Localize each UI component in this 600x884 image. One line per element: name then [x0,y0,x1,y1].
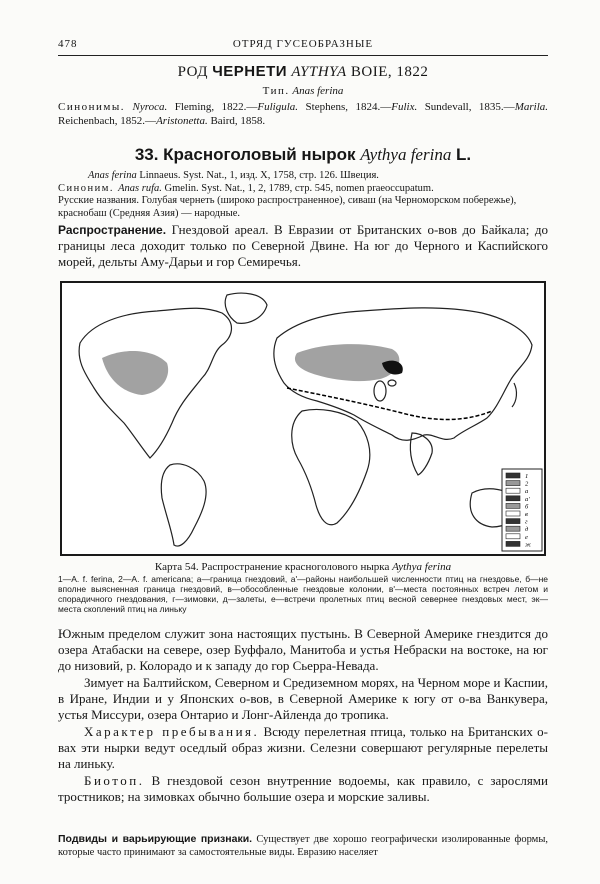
genus-prefix: РОД [177,64,213,80]
genus-name-ru: ЧЕРНЕТИ [212,63,288,80]
legend-symbol: a [525,488,529,496]
legend-swatch [506,496,520,501]
distribution-heading: Распространение. [58,223,167,237]
running-header [58,38,548,54]
south-america-outline [161,464,206,546]
legend-symbol: е [525,533,528,541]
species-title [58,145,548,165]
synonym-part: Marila. [514,101,548,113]
legend-symbol: a' [525,495,530,503]
distribution-map [60,281,546,556]
synonym-part: Reichenbach, 1852.— [58,115,157,127]
caption-latin: Aythya ferina [392,561,452,573]
japan-outline [512,383,516,407]
russian-names: Русские названия. Голубая чернеть (широко распространенное), сиваш (на Черноморском побережье), краснобаш (Средняя Азия) — народные. [58,195,517,219]
type-species: Anas ferina [292,85,344,97]
africa-outline [292,409,370,524]
species-author: L. [451,145,472,164]
distribution-text: Гнездовой ареал. В Евразии от Британских о-вов до Байкала; до границы леса доходит только по Северной Двине. На юг до Черного и Каспийского морей, дельты Аму-Дарьи и гор Семиречья. [58,222,548,269]
wintering-boundary [287,388,492,420]
synonym-part: Aristonetta. [156,115,208,127]
legend-symbol: ж [525,541,532,549]
paragraph-residence [58,724,548,772]
synonym-part [125,101,133,113]
caption-label: Карта 54. Распространение красноголового нырка [154,561,393,573]
nomenclature [58,170,548,220]
legend-swatch [506,481,520,486]
legend-swatch [506,541,520,546]
synonyms-label: Синонимы. [58,101,125,113]
distribution-paragraph [58,222,548,270]
map-legend-text: 1—A. f. ferina, 2—A. f. americana; а—граница гнездовий, а'—районы наибольшей численности птиц на гнездовье, б—не вполне выясненная граница гнездовий, в—обособленные гнездовые колонии, в'—места постоянных встреч летом и спорадичного гнездования, г—зимовки, д—залеты, е—встречи пролетных птиц весной севернее гнездовых мест, эк—места скоплений птиц на линьку [58,574,548,614]
synonym-part: Nyroca. [132,101,168,113]
legend-symbol: б [525,503,529,511]
aral-sea [388,380,396,386]
order-title: ОТРЯД ГУСЕОБРАЗНЫЕ [232,38,374,50]
type-label: Тип. [262,85,290,97]
legend-swatch [506,473,520,478]
genus-name-lat: AYTHYA [291,64,347,80]
world-map-drawing [62,283,544,554]
genus-title [58,63,548,81]
synonyms-list [58,101,548,127]
map-legend [502,469,542,551]
synonym-part: Fulix. [391,101,418,113]
eurasia-outline [274,308,532,440]
residence-text: Всюду перелетная птица, только на Британских о-вах эти нырки ведут оседлый образ жизни. Селезни совершают регулярные перелеты на линьку. [58,724,548,771]
main-text [58,626,548,806]
legend-swatch [506,534,520,539]
type-line [58,85,548,97]
synonym-ref: Gmelin. Syst. Nat., 1, 2, 1789, стр. 545, nomen praeoccupatum. [161,182,434,194]
nomen-ref: Linnaeus. Syst. Nat., 1, изд. X, 1758, стр. 126. Швеция. [136,170,379,181]
biotope-label: Биотоп. [84,773,145,788]
map-caption [58,561,548,573]
nomen-line-2 [58,183,548,196]
legend-symbol: д [525,526,529,534]
legend-swatch [506,503,520,508]
synonym-part: Stephens, 1824.— [298,101,392,113]
legend-swatch [506,488,520,493]
subspecies-text: Существует две хорошо географически изолированные формы, которые часто принимают за самостоятельные виды. Евразию населяет [58,834,548,858]
legend-symbol: 1 [525,473,529,480]
biotope-text: В гнездовой сезон внутренние водоемы, как правило, с зарослями тростников; на зимовках обычно большие озера и морские заливы. [58,773,548,804]
genus-author: BOIE, 1822 [350,64,429,80]
species-latin: Aythya ferina [360,145,452,164]
legend-symbol: в [525,511,528,518]
nomen-line-1 [58,170,548,183]
paragraph-wintering: Зимует на Балтийском, Северном и Средиземном морях, на Черном море и Каспии, в Иране, Индии и у Японских о-вов, в Северной Америке к югу от о-ва Ванкувера, устья Миссури, озера Онтарио и Лонг-Айленда до тропика. [58,675,548,722]
subspecies-paragraph [58,833,548,859]
synonyms [58,100,548,128]
legend-symbol: г [525,518,528,526]
subspecies-heading: Подвиды и варьирующие признаки. [58,833,253,845]
legend-swatch [506,511,520,516]
residence-label: Характер пребывания. [84,724,260,739]
synonym-latin: Anas rufa. [118,182,162,194]
header-rule [58,55,548,56]
legend-swatch [506,519,520,524]
synonym-label: Синоним. [58,182,119,194]
legend-swatch [506,526,520,531]
page-number: 478 [58,38,78,50]
synonym-part: Fuligula. [257,101,299,113]
breeding-range-america [102,351,168,395]
greenland-outline [225,293,267,323]
synonym-part: Fleming, 1822.— [167,101,258,113]
paragraph-biotope [58,773,548,805]
legend-symbol: 2 [525,480,529,488]
synonym-part: Sundevall, 1835.— [417,101,515,113]
caspian-sea [374,381,386,401]
species-name: 33. Красноголовый нырок [134,145,361,164]
nomen-latin: Anas ferina [88,170,137,181]
paragraph-southern-limit: Южным пределом служит зона настоящих пустынь. В Северной Америке гнездится до озера Атабаски на севере, озер Буффало, Манитоба и устья Небраски на востоке, на юг до низовий, р. Колорадо и к западу до гор Сьерра-Невада. [58,626,548,673]
synonym-part: Baird, 1858. [207,115,266,127]
